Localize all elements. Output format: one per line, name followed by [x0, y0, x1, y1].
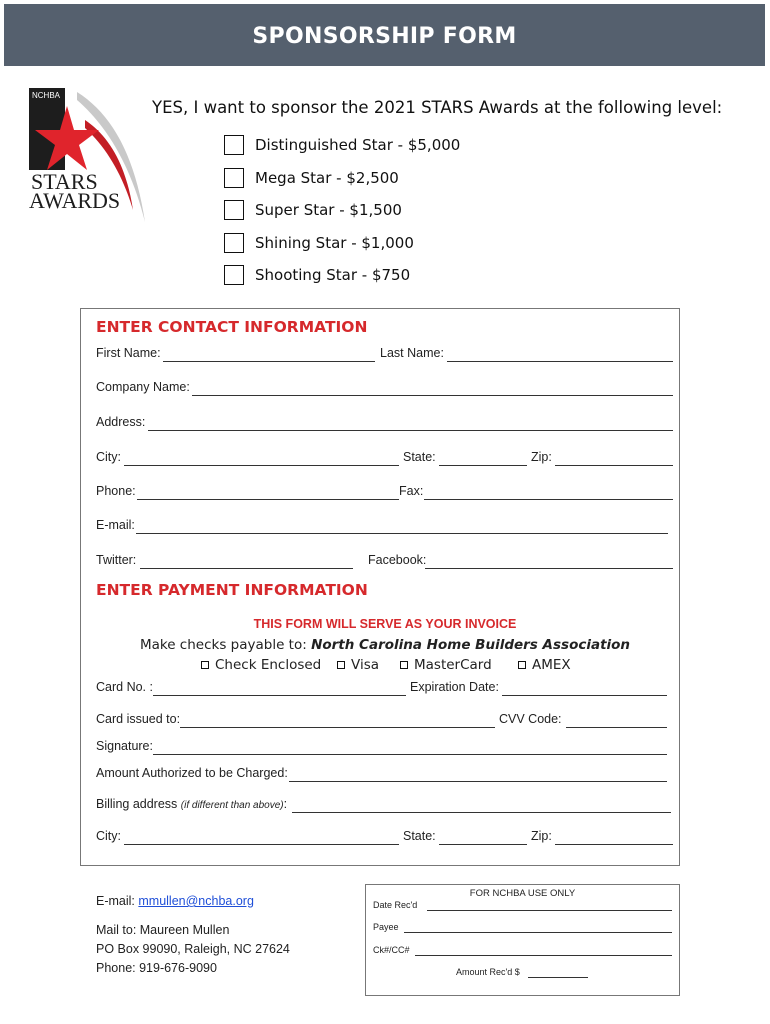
twitter-label: Twitter:: [96, 553, 137, 567]
level-label: Distinguished Star - $5,000: [255, 136, 461, 154]
email-label: E-mail:: [96, 518, 135, 532]
amount-authorized-field[interactable]: [289, 781, 667, 782]
level-option-shooting-star[interactable]: [224, 263, 410, 287]
twitter-field[interactable]: [140, 568, 353, 569]
billing-zip-field[interactable]: [555, 844, 673, 845]
form-title: SPONSORSHIP FORM: [252, 24, 517, 49]
pay-option-mastercard[interactable]: [400, 657, 492, 673]
payment-heading: ENTER PAYMENT INFORMATION: [96, 581, 368, 599]
option-checkbox[interactable]: [518, 661, 526, 669]
facebook-label: Facebook:: [368, 553, 427, 567]
pay-option-amex[interactable]: [518, 657, 571, 673]
office-use-title: FOR NCHBA USE ONLY: [469, 888, 576, 899]
level-option-distinguished-star[interactable]: [224, 133, 460, 157]
card-issued-to-field[interactable]: [180, 727, 495, 728]
pay-option-label: MasterCard: [414, 657, 492, 673]
phone-label: Phone:: [96, 484, 136, 498]
first-name-field[interactable]: [163, 361, 375, 362]
svg-text:NCHBA: NCHBA: [32, 91, 61, 100]
sponsor-intro: YES, I want to sponsor the 2021 STARS Awards at the following level:: [152, 98, 723, 117]
billing-address-text: Billing address: [96, 797, 178, 811]
mail-info: [96, 892, 290, 978]
checks-payable-line: [0, 637, 770, 653]
pay-option-label: AMEX: [532, 657, 571, 673]
level-checkbox[interactable]: [224, 200, 244, 220]
header-bar: [4, 4, 765, 66]
signature-field[interactable]: [153, 754, 667, 755]
date-recd-label: Date Rec'd: [373, 900, 418, 910]
last-name-field[interactable]: [447, 361, 673, 362]
pay-option-label: Visa: [351, 657, 379, 673]
option-checkbox[interactable]: [400, 661, 408, 669]
level-label: Super Star - $1,500: [255, 201, 402, 219]
amount-recd-label: Amount Rec'd $: [456, 967, 520, 977]
mail-po-box: PO Box 99090, Raleigh, NC 27624: [96, 942, 290, 956]
card-issued-to-label: Card issued to:: [96, 712, 181, 726]
ck-cc-label: Ck#/CC#: [373, 945, 410, 955]
billing-state-label: State:: [403, 829, 436, 843]
pay-option-label: Check Enclosed: [215, 657, 322, 673]
last-name-label: Last Name:: [380, 346, 444, 360]
fax-field[interactable]: [424, 499, 673, 500]
zip-field[interactable]: [555, 465, 673, 466]
facebook-field[interactable]: [425, 568, 673, 569]
mail-phone: Phone: 919-676-9090: [96, 961, 217, 975]
svg-text:AWARDS: AWARDS: [29, 188, 121, 213]
phone-field[interactable]: [137, 499, 399, 500]
city-label: City:: [96, 450, 121, 464]
state-label: State:: [403, 450, 436, 464]
billing-address-colon: :: [283, 797, 288, 811]
billing-address-field[interactable]: [292, 812, 671, 813]
billing-city-label: City:: [96, 829, 121, 843]
billing-address-label: [96, 797, 287, 811]
level-label: Shining Star - $1,000: [255, 234, 414, 252]
checks-prefix: Make checks payable to:: [139, 637, 312, 653]
stars-awards-logo: [27, 86, 152, 226]
billing-zip-label: Zip:: [531, 829, 552, 843]
pay-option-visa[interactable]: [337, 657, 379, 673]
svg-text:STARS: STARS: [31, 169, 98, 194]
billing-city-field[interactable]: [124, 844, 399, 845]
level-option-super-star[interactable]: [224, 198, 402, 222]
level-checkbox[interactable]: [224, 233, 244, 253]
zip-label: Zip:: [531, 450, 552, 464]
amount-authorized-label: Amount Authorized to be Charged:: [96, 766, 288, 780]
invoice-note: THIS FORM WILL SERVE AS YOUR INVOICE: [253, 617, 517, 631]
date-recd-field[interactable]: [427, 910, 672, 911]
level-checkbox[interactable]: [224, 265, 244, 285]
expiration-field[interactable]: [502, 695, 667, 696]
cvv-field[interactable]: [566, 727, 667, 728]
amount-recd-field[interactable]: [528, 977, 588, 978]
card-no-field[interactable]: [153, 695, 406, 696]
email-field[interactable]: [136, 533, 668, 534]
payee-field[interactable]: [404, 932, 672, 933]
city-field[interactable]: [124, 465, 399, 466]
signature-label: Signature:: [96, 739, 153, 753]
checks-payee: North Carolina Home Builders Association: [311, 637, 631, 653]
option-checkbox[interactable]: [337, 661, 345, 669]
level-option-shining-star[interactable]: [224, 231, 414, 255]
level-checkbox[interactable]: [224, 168, 244, 188]
email-link[interactable]: mmullen@nchba.org: [138, 894, 254, 908]
fax-label: Fax:: [399, 484, 424, 498]
ck-cc-field[interactable]: [415, 955, 672, 956]
cvv-label: CVV Code:: [499, 712, 562, 726]
mail-email-row: [96, 892, 290, 911]
level-checkbox[interactable]: [224, 135, 244, 155]
pay-option-check[interactable]: [201, 657, 321, 673]
level-option-mega-star[interactable]: [224, 166, 399, 190]
billing-state-field[interactable]: [439, 844, 527, 845]
contact-heading: ENTER CONTACT INFORMATION: [96, 318, 368, 336]
expiration-label: Expiration Date:: [410, 680, 499, 694]
company-name-field[interactable]: [192, 395, 673, 396]
state-field[interactable]: [439, 465, 527, 466]
mail-to: Mail to: Maureen Mullen: [96, 923, 230, 937]
mail-email-label: E-mail:: [96, 894, 139, 908]
address-field[interactable]: [148, 430, 673, 431]
payee-label: Payee: [373, 922, 399, 932]
company-name-label: Company Name:: [96, 380, 190, 394]
billing-address-note: (if different than above): [180, 800, 284, 811]
level-label: Shooting Star - $750: [255, 266, 411, 284]
option-checkbox[interactable]: [201, 661, 209, 669]
card-no-label: Card No. :: [96, 680, 153, 694]
first-name-label: First Name:: [96, 346, 161, 360]
level-label: Mega Star - $2,500: [255, 169, 399, 187]
address-label: Address:: [96, 415, 146, 429]
